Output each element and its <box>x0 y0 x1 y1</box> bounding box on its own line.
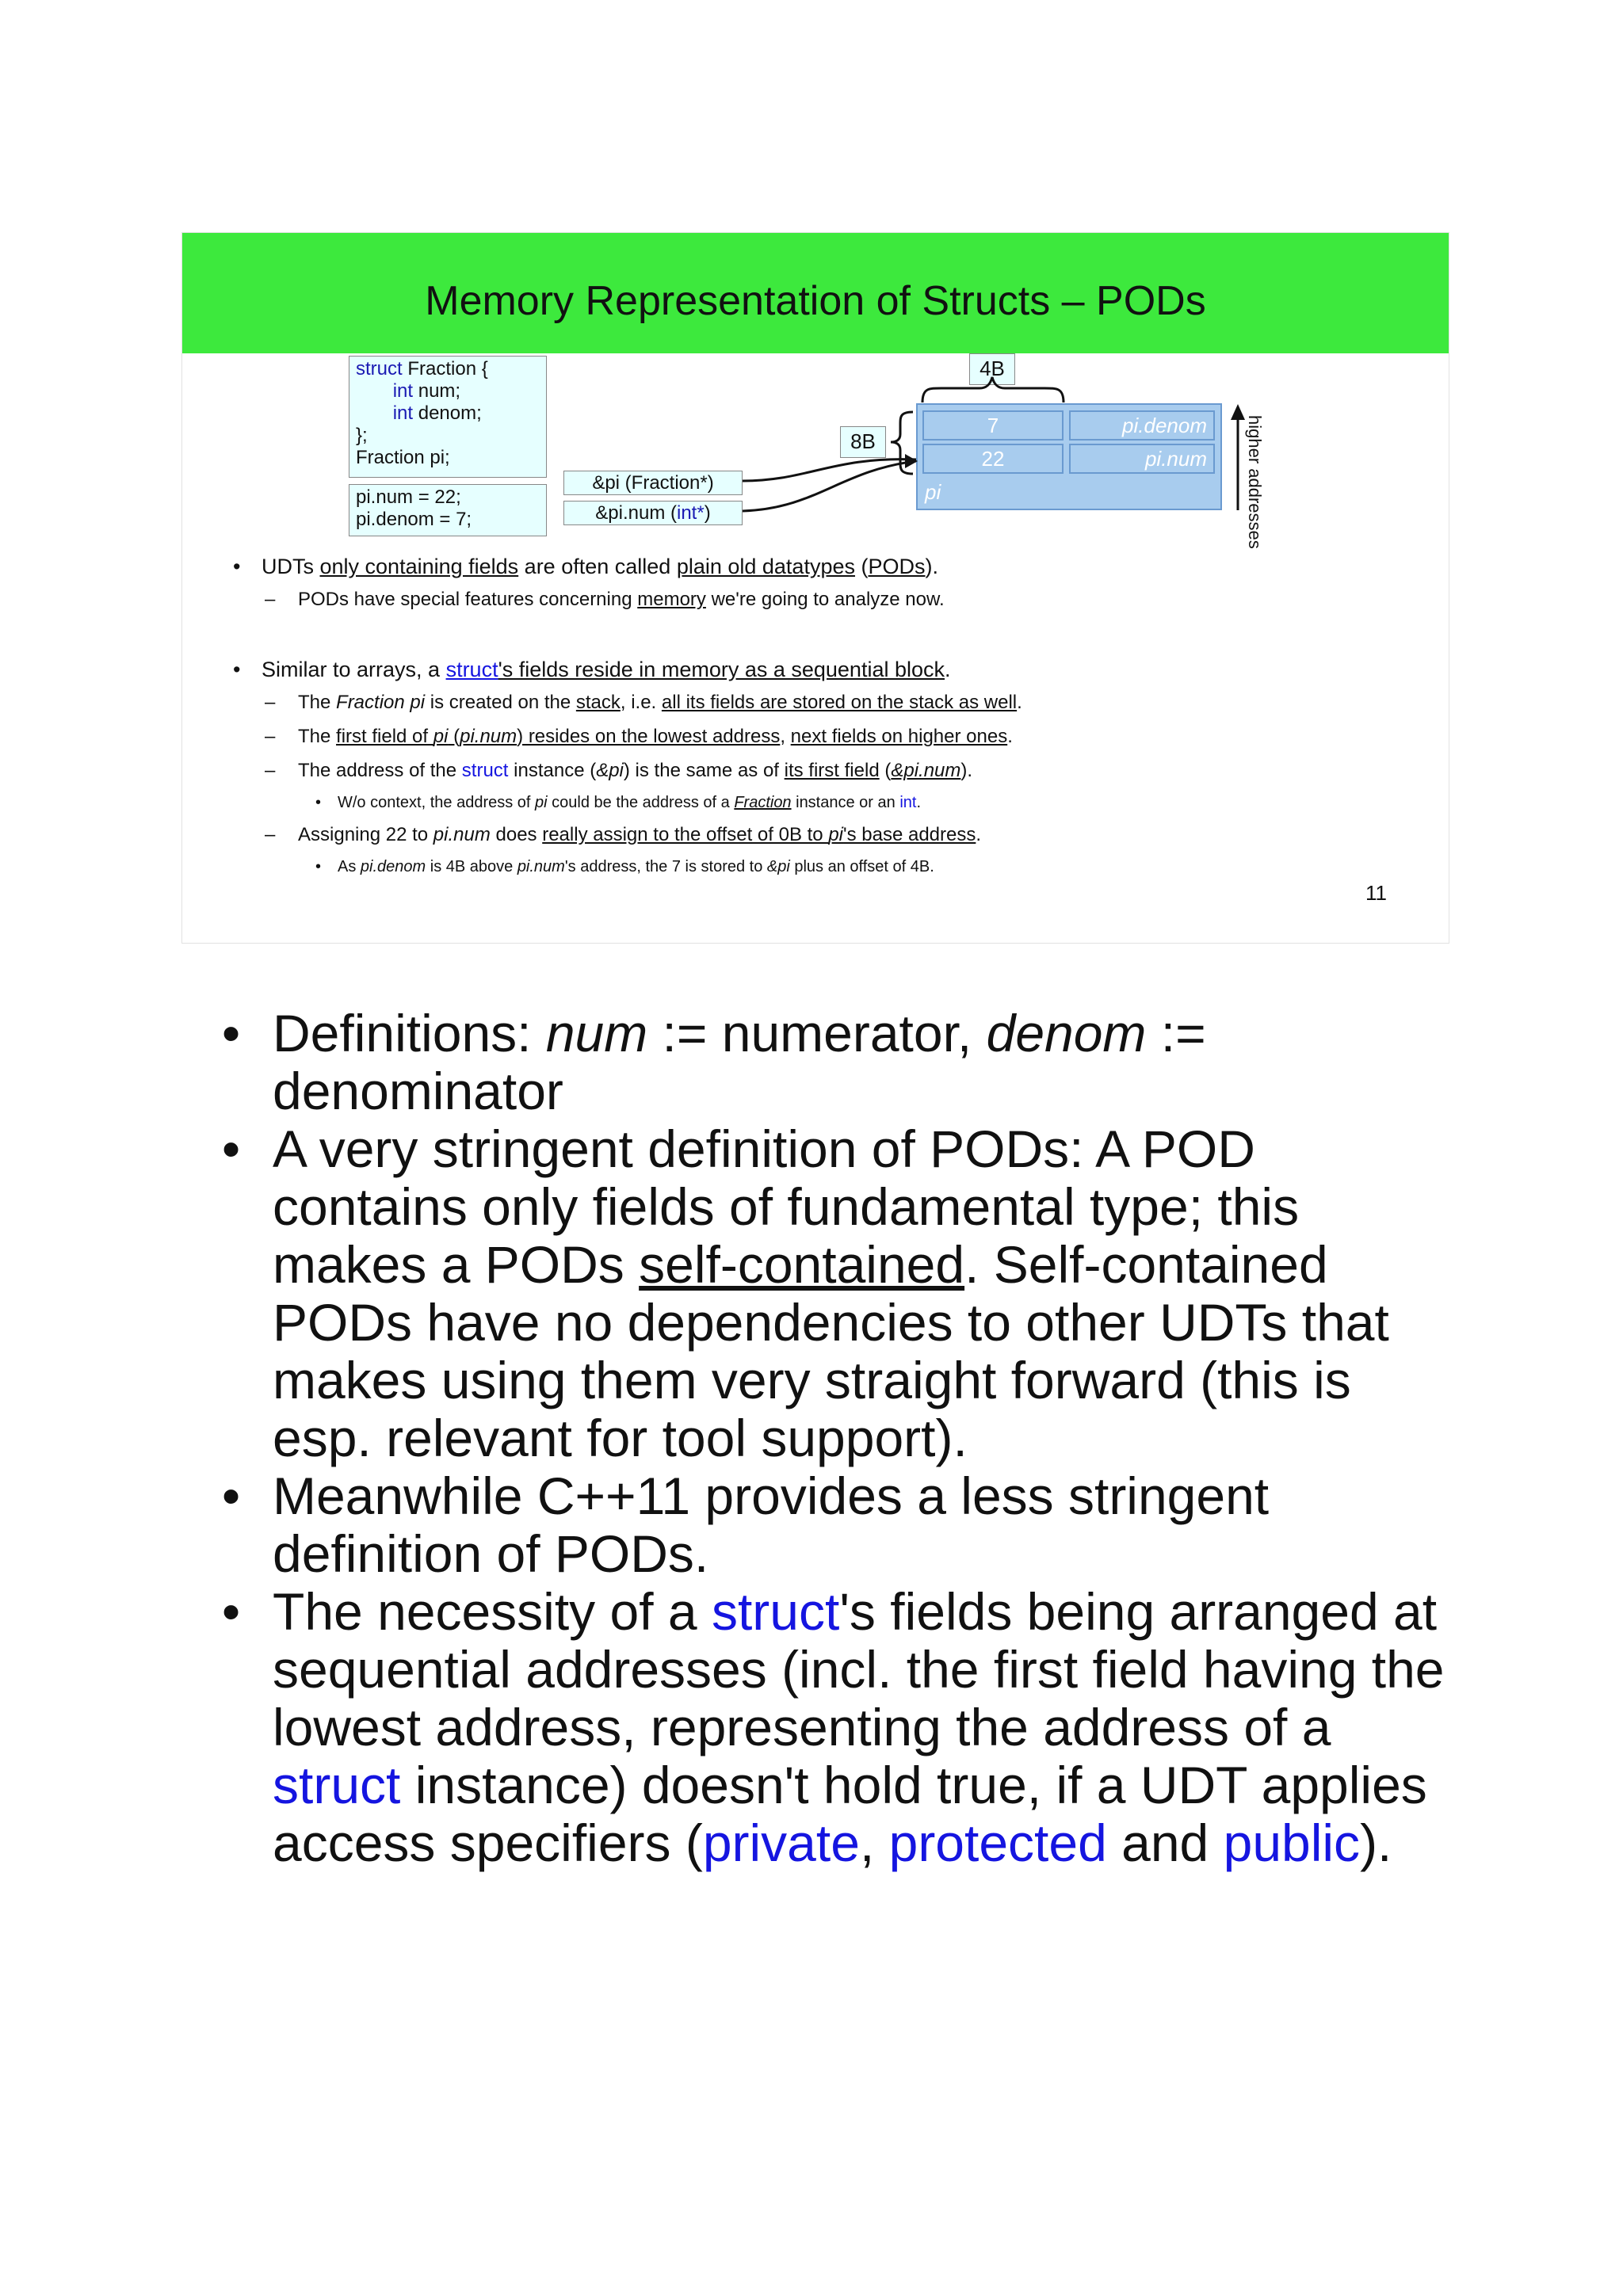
code-text: }; <box>356 425 368 446</box>
bullet-without-context <box>338 794 921 812</box>
text: all its fields are stored on the stack as well <box>661 692 1018 713</box>
code-text: denom; <box>413 402 482 424</box>
bullet-dot: • <box>315 858 322 875</box>
slide <box>181 232 1449 944</box>
code-text: num; <box>413 380 461 402</box>
bullet-dash: – <box>265 589 276 610</box>
text: 's fields being arranged at sequential addresses (incl. the first field having the lowest address, representing the address of a <box>273 1582 1445 1756</box>
text: are often called <box>518 555 677 578</box>
bullet-dash: – <box>265 760 276 781</box>
label-keyword: int* <box>677 502 705 524</box>
text: pi.num <box>460 726 517 747</box>
bullet-struct-address <box>298 760 972 782</box>
text: instance ( <box>508 760 597 781</box>
text: only containing fields <box>319 555 519 578</box>
text: := numerator, <box>647 1004 987 1062</box>
higher-addresses-label: higher addresses <box>1245 415 1265 549</box>
label-text: &pi.num ( <box>595 502 677 524</box>
text: plain old datatypes <box>676 555 855 578</box>
text: The address of the <box>298 760 462 781</box>
memory-cell-num-value: 22 <box>922 444 1064 474</box>
text: ) resides on the lowest address <box>517 726 781 747</box>
text: instance) doesn't hold true, if a UDT applies access specifiers ( <box>273 1756 1427 1872</box>
text: &pi <box>766 858 790 875</box>
text: ( <box>854 555 869 578</box>
slide-title: Memory Representation of Structs – PODs <box>425 278 1206 324</box>
text: PODs have special features concerning <box>298 589 638 610</box>
bullet-dash: – <box>265 726 276 747</box>
text: num <box>545 1004 648 1062</box>
keyword: struct <box>461 760 509 781</box>
note-cpp11 <box>222 1467 1458 1583</box>
text: plus an offset of 4B. <box>789 858 934 875</box>
code-keyword: int <box>392 380 414 402</box>
text: , <box>780 726 791 747</box>
keyword: struct <box>711 1582 840 1641</box>
text: W/o context, the address of <box>338 794 536 811</box>
keyword: private <box>702 1814 860 1872</box>
text: As <box>338 858 361 875</box>
text: , i.e. <box>620 692 662 713</box>
brace-4b <box>922 377 1064 402</box>
text: Fraction pi <box>336 692 426 713</box>
text: ). <box>925 555 938 578</box>
text: Assigning 22 to <box>298 824 433 845</box>
keyword: protected <box>888 1814 1107 1872</box>
bullet-dot: • <box>315 794 322 811</box>
text: self-contained <box>639 1235 965 1294</box>
text: . Self-contained PODs have no dependencies to other UDTs that makes using them very straight forward (this is esp. relevant for tool support). <box>273 1235 1389 1467</box>
memory-block-name: pi <box>925 480 941 504</box>
bullet-dash: – <box>265 692 276 713</box>
text: 's base address <box>843 824 976 845</box>
text: does <box>490 824 543 845</box>
text: pi.denom <box>360 858 426 875</box>
code-text: Fraction { <box>402 358 488 379</box>
text: ( <box>448 726 460 747</box>
note-access-specifiers <box>222 1583 1458 1872</box>
text: . <box>1017 692 1022 713</box>
speaker-notes <box>222 1005 1458 1872</box>
text: memory <box>637 589 706 610</box>
text: A very stringent definition of PODs: A POD contains only fields of fundamental type; this makes a PODs <box>273 1119 1300 1294</box>
arrow-head <box>905 454 918 468</box>
text: pi <box>828 824 844 845</box>
text: 's fields reside in memory as a sequential block <box>498 658 945 681</box>
keyword: int <box>899 794 917 811</box>
memory-cell-num-name: pi.num <box>1069 444 1215 474</box>
text: really assign to the offset of 0B to <box>542 824 829 845</box>
label-text: ) <box>704 502 711 524</box>
text: UDTs <box>262 555 320 578</box>
size-4b-label: 4B <box>969 353 1015 385</box>
size-8b-label: 8B <box>840 426 886 458</box>
keyword: struct <box>445 658 498 681</box>
text: pi <box>535 794 548 811</box>
bullet-first-field <box>298 726 1013 748</box>
text: Meanwhile C++11 provides a less stringent definition of PODs. <box>273 1466 1270 1583</box>
text: is 4B above <box>426 858 517 875</box>
bullet-stack <box>298 692 1022 714</box>
text: Definitions: <box>273 1004 546 1062</box>
bullet-pods-memory <box>298 589 945 611</box>
text: . <box>976 824 982 845</box>
text: its first field <box>784 760 880 781</box>
bullet-pods-definition <box>262 555 938 579</box>
bullet-denom-offset <box>338 858 934 876</box>
text: is created on the <box>425 692 576 713</box>
code-text: pi.denom = 7; <box>356 509 472 530</box>
text: . <box>916 794 921 811</box>
text: first field of <box>336 726 433 747</box>
arrow-head <box>1231 404 1245 420</box>
text: ). <box>1360 1814 1392 1872</box>
memory-cell-denom-value: 7 <box>922 410 1064 441</box>
text: The necessity of a <box>273 1582 712 1641</box>
text: next fields on higher ones <box>790 726 1008 747</box>
note-stringent-definition <box>222 1120 1458 1467</box>
text: := denominator <box>273 1004 1206 1120</box>
text: . <box>945 658 951 681</box>
bullet-assign-offset <box>298 824 981 846</box>
text: &pi.num <box>891 760 961 781</box>
slide-page-number: 11 <box>1365 881 1387 905</box>
text: pi <box>433 726 449 747</box>
bullet-dot: • <box>233 658 241 681</box>
text: we're going to analyze now. <box>705 589 945 610</box>
notes-list <box>222 1005 1458 1872</box>
text: Fraction <box>734 794 792 811</box>
text: 's address, the 7 is stored to <box>564 858 767 875</box>
arrow-pi-address <box>743 460 916 481</box>
keyword: struct <box>273 1756 401 1814</box>
code-keyword: struct <box>356 358 403 379</box>
text: ) is the same as of <box>623 760 785 781</box>
code-text: pi.num = 22; <box>356 486 461 508</box>
bullet-dash: – <box>265 824 276 845</box>
text: stack <box>575 692 621 713</box>
memory-cell-denom-name: pi.denom <box>1069 410 1215 441</box>
code-text: Fraction pi; <box>356 447 450 468</box>
note-definitions <box>222 1005 1458 1120</box>
text: ). <box>960 760 973 781</box>
code-keyword: int <box>392 402 414 424</box>
bullet-dot: • <box>233 555 241 578</box>
text: &pi <box>596 760 624 781</box>
text: PODs <box>868 555 926 578</box>
bullet-sequential-block <box>262 658 951 682</box>
text: . <box>1007 726 1013 747</box>
text: The <box>298 692 337 713</box>
pi-address-label: &pi (Fraction*) <box>563 471 743 495</box>
text: denom <box>986 1004 1147 1062</box>
text: pi.num <box>517 858 565 875</box>
keyword: public <box>1223 1814 1361 1872</box>
text: and <box>1106 1814 1224 1872</box>
text: pi.num <box>433 824 491 845</box>
text: instance or an <box>791 794 900 811</box>
text: , <box>859 1814 889 1872</box>
text: Similar to arrays, a <box>262 658 446 681</box>
text: could be the address of a <box>547 794 735 811</box>
text: The <box>298 726 337 747</box>
text: ( <box>879 760 892 781</box>
